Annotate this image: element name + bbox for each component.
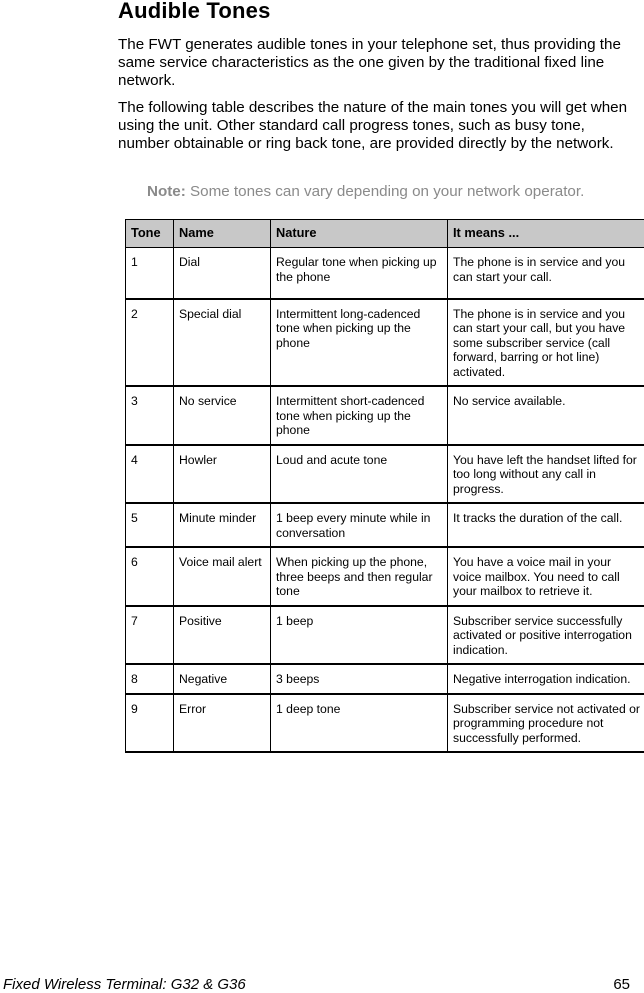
footer-document-title: Fixed Wireless Terminal: G32 & G36 [3,976,246,993]
note-text: Some tones can vary depending on your network operator. [185,183,585,200]
nature-cell: 1 beep [271,606,448,665]
nature-cell: Loud and acute tone [271,445,448,504]
nature-cell: When picking up the phone, three beeps and then regular tone [271,547,448,606]
table-row [126,664,644,694]
meaning-cell: You have a voice mail in your voice mailbox. You need to call your mailbox to retrieve it. [448,547,644,606]
tone-cell: 5 [126,503,174,547]
header-name: Name [174,220,271,248]
meaning-cell: The phone is in service and you can start your call. [448,248,644,299]
table-row [126,606,644,665]
tone-cell: 9 [126,694,174,753]
name-cell: Howler [174,445,271,504]
meaning-cell: Subscriber service not activated or programming procedure not successfully performed. [448,694,644,753]
name-cell: Special dial [174,299,271,387]
note-label: Note: [147,183,186,200]
table-row [126,248,644,299]
meaning-cell: Negative interrogation indication. [448,664,644,694]
meaning-cell: Subscriber service successfully activated or positive interrogation indication. [448,606,644,665]
table-header-row [126,220,644,248]
nature-cell: 3 beeps [271,664,448,694]
nature-cell: Intermittent long-cadenced tone when picking up the phone [271,299,448,387]
table-row [126,445,644,504]
table-row [126,299,644,387]
name-cell: Positive [174,606,271,665]
tone-cell: 1 [126,248,174,299]
table-row [126,694,644,753]
table-row [126,386,644,445]
table-description-paragraph: The following table describes the nature of the main tones you will get when using the unit. Other standard call progress tones, such as busy tone, number obtainable or ring back tone, are provided directly by the network. [118,99,628,152]
tone-cell: 7 [126,606,174,665]
tone-cell: 8 [126,664,174,694]
header-nature: Nature [271,220,448,248]
meaning-cell: The phone is in service and you can start your call, but you have some subscriber service (call forward, barring or hot line) activated. [448,299,644,387]
nature-cell: Regular tone when picking up the phone [271,248,448,299]
footer-page-number: 65 [613,976,630,993]
header-tone: Tone [126,220,174,248]
header-meaning: It means ... [448,220,644,248]
meaning-cell: You have left the handset lifted for too long without any call in progress. [448,445,644,504]
meaning-cell: It tracks the duration of the call. [448,503,644,547]
tone-cell: 3 [126,386,174,445]
tones-table [125,219,644,753]
intro-paragraph: The FWT generates audible tones in your telephone set, thus providing the same service characteristics as the one given by the traditional fixed line network. [118,36,621,89]
tone-cell: 4 [126,445,174,504]
table-row [126,547,644,606]
nature-cell: 1 beep every minute while in conversation [271,503,448,547]
meaning-cell: No service available. [448,386,644,445]
name-cell: Dial [174,248,271,299]
note [147,183,584,201]
table-row [126,503,644,547]
nature-cell: 1 deep tone [271,694,448,753]
tone-cell: 6 [126,547,174,606]
name-cell: Voice mail alert [174,547,271,606]
name-cell: Error [174,694,271,753]
page-heading: Audible Tones [118,0,271,23]
name-cell: No service [174,386,271,445]
tone-cell: 2 [126,299,174,387]
nature-cell: Intermittent short-cadenced tone when picking up the phone [271,386,448,445]
name-cell: Minute minder [174,503,271,547]
name-cell: Negative [174,664,271,694]
